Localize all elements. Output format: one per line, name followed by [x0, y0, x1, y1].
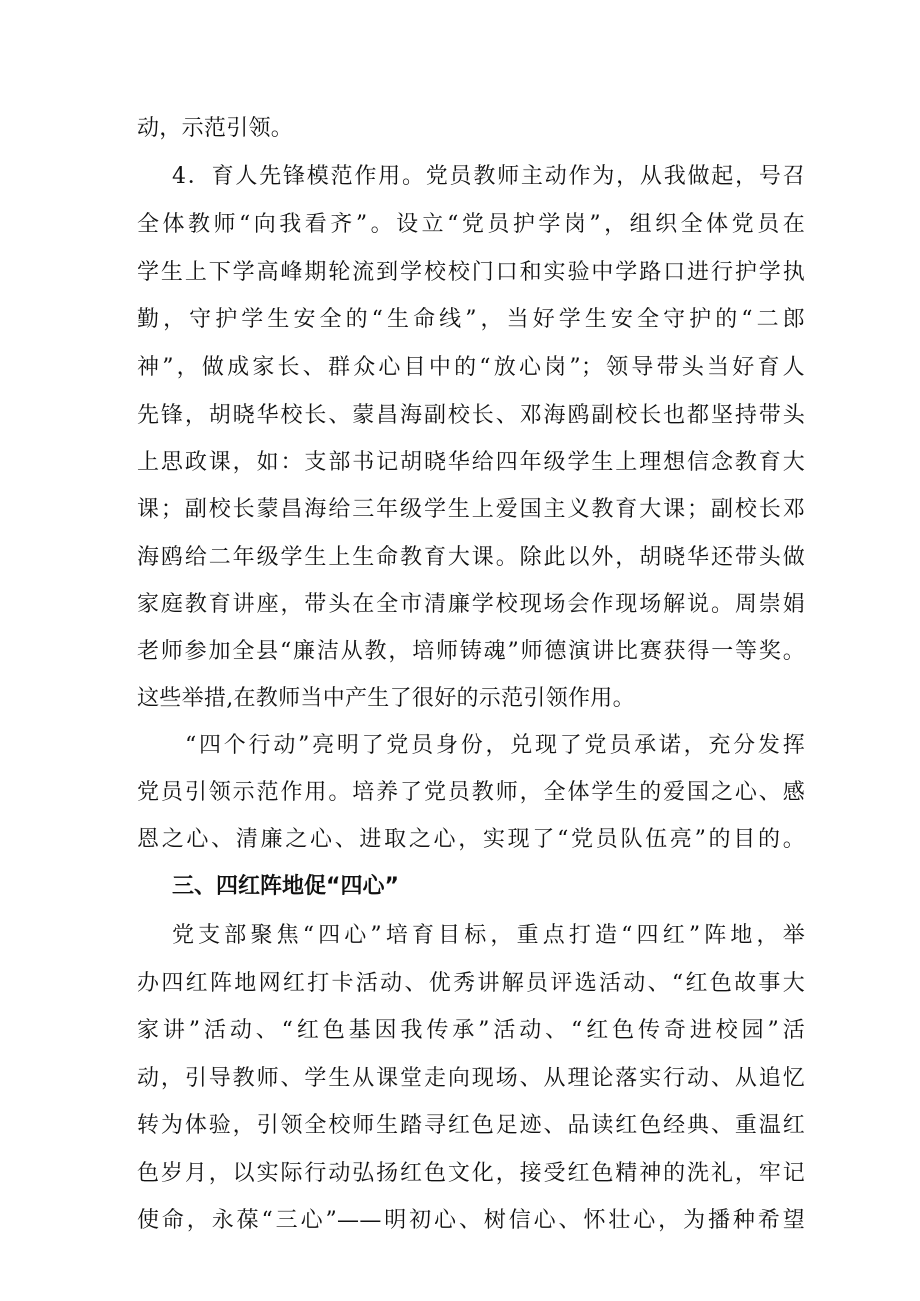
section-heading: 三、四红阵地促“四心”	[172, 874, 399, 899]
text-line: 色岁月，以实际行动弘扬红色文化，接受红色精神的洗礼，牢记	[137, 1161, 805, 1186]
text-line: 使命，永葆“三心”——明初心、树信心、怀壮心，为播种希望	[137, 1208, 805, 1233]
text-line: 海鸥给二年级学生上生命教育大课。除此以外，胡晓华还带头做	[137, 545, 805, 570]
text-line: 这些举措,在教师当中产生了很好的示范引领作用。	[137, 686, 635, 711]
text-line: 党支部聚焦“四心”培育目标，重点打造“四红”阵地，举	[172, 923, 805, 948]
text-line: 党员引领示范作用。培养了党员教师，全体学生的爱国之心、感	[137, 780, 805, 805]
text-line: 转为体验，引领全校师生踏寻红色足迹、品读红色经典、重温红	[137, 1113, 805, 1138]
text-line: 恩之心、清廉之心、进取之心，实现了“党员队伍亮”的目的。	[137, 827, 805, 852]
text-line: 家庭教育讲座，带头在全市清廉学校现场会作现场解说。周崇娟	[137, 592, 805, 617]
text-line: 学生上下学高峰期轮流到学校校门口和实验中学路口进行护学执	[137, 260, 805, 285]
text-line: 动，引导教师、学生从课堂走向现场、从理论落实行动、从追忆	[137, 1066, 805, 1091]
text-line: 4．育人先锋模范作用。党员教师主动作为，从我做起，号召	[172, 164, 805, 189]
text-line: 上思政课，如：支部书记胡晓华给四年级学生上理想信念教育大	[137, 450, 805, 475]
text-line: 动，示范引领。	[137, 116, 294, 141]
text-line: “四个行动”亮明了党员身份，兑现了党员承诺，充分发挥	[185, 733, 805, 758]
text-line: 勤，守护学生安全的“生命线”，当好学生安全守护的“二郎	[137, 307, 805, 332]
text-line: 家讲”活动、“红色基因我传承”活动、“红色传奇进校园”活	[137, 1018, 805, 1043]
text-line: 神”，做成家长、群众心目中的“放心岗”；领导带头当好育人	[137, 355, 805, 380]
text-line: 全体教师“向我看齐”。设立“党员护学岗”，组织全体党员在	[137, 212, 805, 237]
text-line: 先锋，胡晓华校长、蒙昌海副校长、邓海鸥副校长也都坚持带头	[137, 403, 805, 428]
text-line: 办四红阵地网红打卡活动、优秀讲解员评选活动、“红色故事大	[137, 971, 805, 996]
text-line: 课；副校长蒙昌海给三年级学生上爱国主义教育大课；副校长邓	[137, 497, 805, 522]
text-line: 老师参加全县“廉洁从教，培师铸魂”师德演讲比赛获得一等奖。	[137, 639, 805, 664]
